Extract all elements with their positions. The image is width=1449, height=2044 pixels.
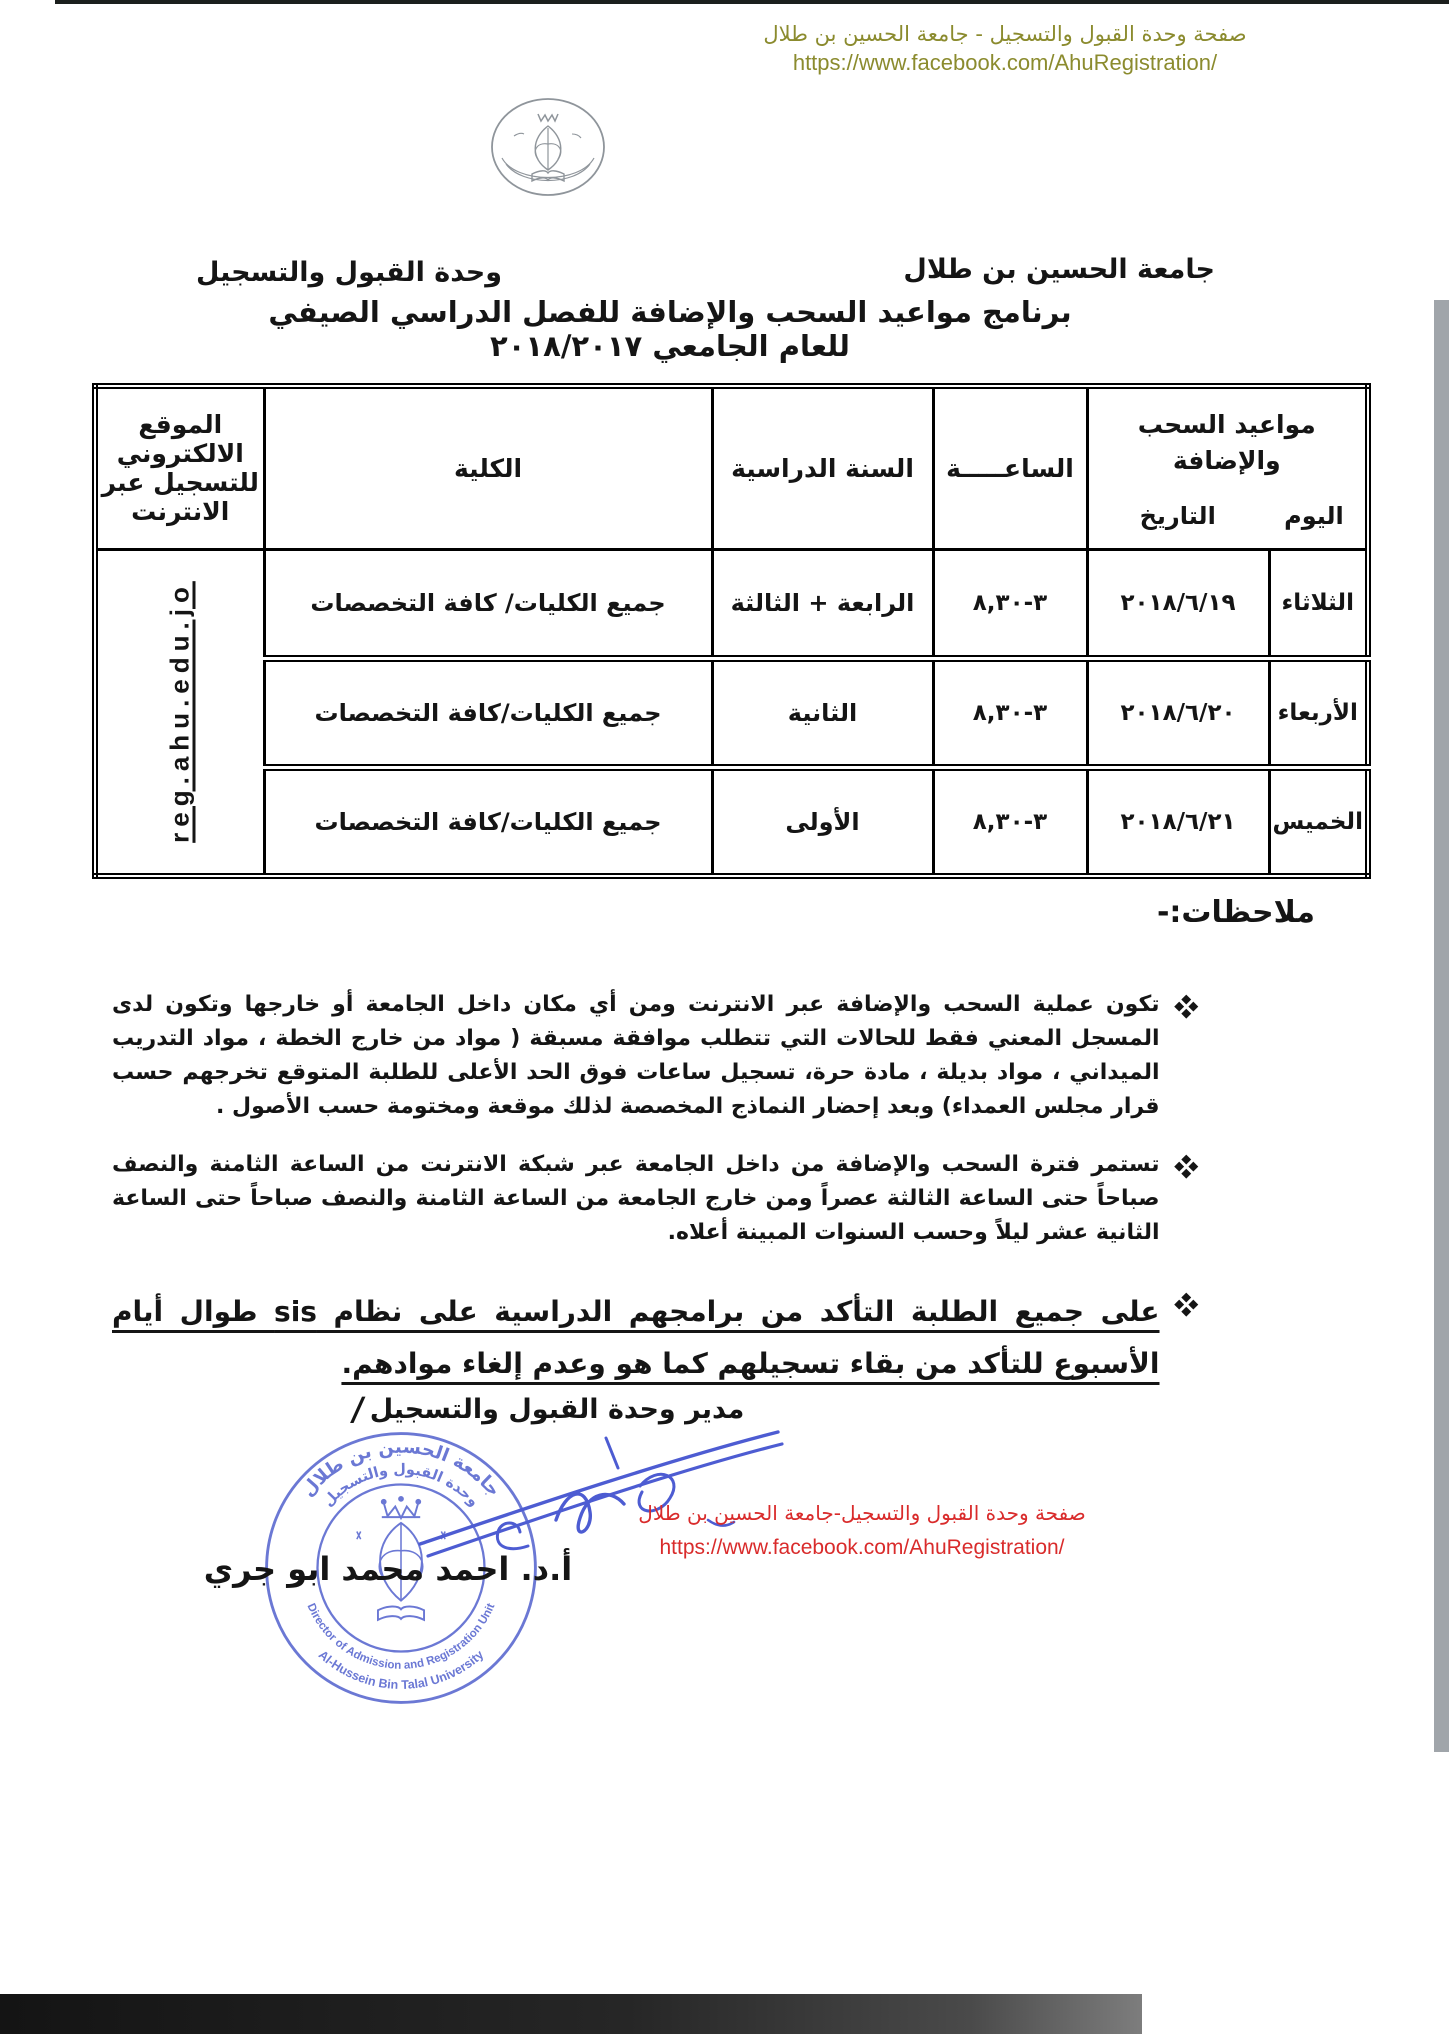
scan-edge-right xyxy=(1434,300,1449,1752)
stamp-english-university: Al-Hussein Bin Talal University xyxy=(315,1647,487,1693)
scan-edge-top xyxy=(55,0,1449,4)
cell-day-2: الخميس xyxy=(1269,767,1368,876)
university-name: جامعة الحسين بن طلال xyxy=(903,254,1215,285)
facebook-note-bottom xyxy=(618,1496,1106,1566)
diamond-bullet-icon xyxy=(1174,995,1197,1018)
facebook-note-top xyxy=(690,20,1320,78)
header-cell-year: السنة الدراسية xyxy=(712,386,933,549)
cell-website xyxy=(95,549,264,876)
schedule-header-label: مواعيد السحب والإضافة xyxy=(1137,410,1316,476)
table-header-row xyxy=(95,386,1368,549)
scan-edge-bottom xyxy=(0,1994,1142,2034)
notes-heading: ملاحظات:- xyxy=(1156,895,1315,930)
signatory-title-text: مدير وحدة القبول والتسجيل xyxy=(369,1393,745,1425)
cell-year-0: الرابعة + الثالثة xyxy=(712,549,933,658)
header-cell-schedule xyxy=(1087,386,1368,549)
diamond-bullet-icon xyxy=(1174,1155,1197,1178)
university-logo xyxy=(488,96,608,198)
header-cell-college: الكلية xyxy=(264,386,712,549)
cell-day-0: الثلاثاء xyxy=(1269,549,1368,658)
cell-year-1: الثانية xyxy=(712,658,933,767)
cell-date-1: ٢٠١٨/٦/٢٠ xyxy=(1087,658,1269,767)
cell-college-1: جميع الكليات/كافة التخصصات xyxy=(264,658,712,767)
cell-year-2: الأولى xyxy=(712,767,933,876)
table-row xyxy=(95,767,1368,876)
cell-hour-1: ٣-٨,٣٠ xyxy=(933,658,1087,767)
cell-hour-0: ٣-٨,٣٠ xyxy=(933,549,1087,658)
stamp-arabic-outer: جامعة الحسين بن طلال xyxy=(297,1436,505,1501)
day-header-label: اليوم xyxy=(1284,501,1344,530)
signatory-name: أ.د. احمد محمد ابو جري xyxy=(203,1550,573,1588)
facebook-note-bottom-text: صفحة وحدة القبول والتسجيل-جامعة الحسين بن طلال xyxy=(638,1501,1086,1525)
signatory-title xyxy=(349,1390,745,1428)
document-title: برنامج مواعيد السحب والإضافة للفصل الدراسي الصيفي للعام الجامعي ٢٠١٨/٢٠١٧ xyxy=(268,295,1072,363)
stamp-arabic-inner: وحدة القبول والتسجيل xyxy=(320,1461,482,1510)
header-cell-hour: الساعـــــة xyxy=(933,386,1087,549)
table-row xyxy=(95,658,1368,767)
date-header-label: التاريخ xyxy=(1139,501,1216,530)
table-row xyxy=(95,549,1368,658)
note-item-1 xyxy=(112,988,1194,1124)
cell-date-2: ٢٠١٨/٦/٢١ xyxy=(1087,767,1269,876)
cell-day-1: الأربعاء xyxy=(1269,658,1368,767)
note-text-3: على جميع الطلبة التأكد من برامجهم الدراسية على نظام sis طوال أيام الأسبوع للتأكد من بقاء تسجيلهم كما هو وعدم إلغاء موادهم. xyxy=(112,1295,1160,1380)
header-cell-website: الموقع الالكتروني للتسجيل عبر الانترنت xyxy=(95,386,264,549)
note-text-2: تستمر فترة السحب والإضافة من داخل الجامعة عبر شبكة الانترنت من الساعة الثامنة والنصف صباحاً حتى الساعة الثالثة عصراً ومن خارج الجامعة من الساعة الثامنة والنصف صباحاً حتى الساعة الثانية عشر ليلاً وحسب السنوات المبينة أعلاه. xyxy=(112,1152,1160,1246)
note-item-2 xyxy=(112,1148,1194,1250)
signature-slash: / xyxy=(349,1390,367,1428)
unit-name: وحدة القبول والتسجيل xyxy=(196,257,503,288)
cell-hour-2: ٣-٨,٣٠ xyxy=(933,767,1087,876)
cell-college-0: جميع الكليات/ كافة التخصصات xyxy=(264,549,712,658)
note-text-1: تكون عملية السحب والإضافة عبر الانترنت ومن أي مكان داخل الجامعة أو خارجها وتكون لدى المسجل المعني فقط للحالات التي تتطلب موافقة مسبقة ( مواد من خارج الخطة ، مواد التدريب الميداني ، مواد بديلة ، مادة حرة، تسجيل ساعات فوق الحد الأعلى للطلبة المتوقع تخرجهم حسب قرار مجلس العمداء) وبعد إحضار النماذج المخصصة لذلك موقعة ومختومة حسب الأصول . xyxy=(112,992,1160,1120)
cell-date-0: ٢٠١٨/٦/١٩ xyxy=(1087,549,1269,658)
facebook-note-top-text: صفحة وحدة القبول والتسجيل - جامعة الحسين بن طلال xyxy=(763,22,1247,46)
facebook-note-top-url: https://www.facebook.com/AhuRegistration/ xyxy=(792,50,1218,76)
cell-college-2: جميع الكليات/كافة التخصصات xyxy=(264,767,712,876)
diamond-bullet-icon xyxy=(1174,1293,1197,1316)
schedule-table xyxy=(92,383,1371,879)
registration-website: reg.ahu.edu.jo xyxy=(164,580,195,843)
facebook-note-bottom-url: https://www.facebook.com/AhuRegistration/ xyxy=(659,1536,1065,1559)
note-item-3 xyxy=(112,1286,1194,1390)
stamp-english-title: Director of Admission and Registration Unit xyxy=(304,1601,498,1672)
